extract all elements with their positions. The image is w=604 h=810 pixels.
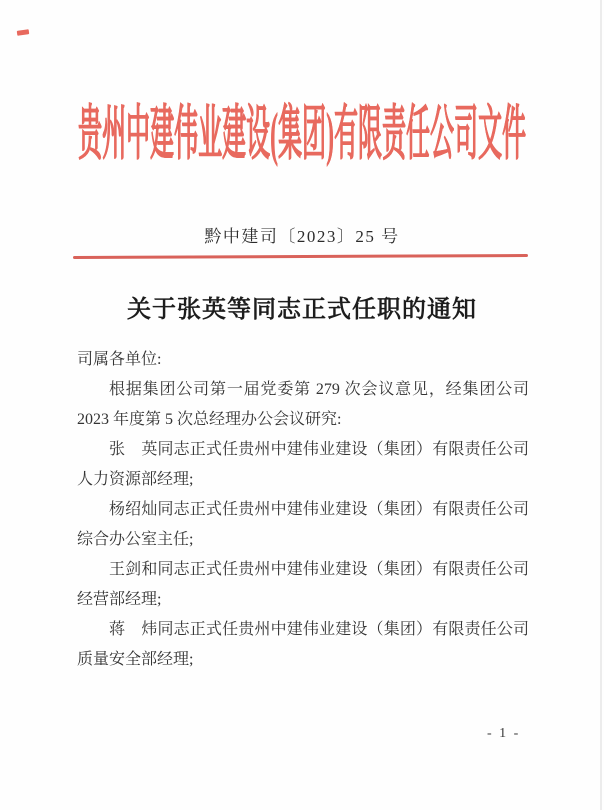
red-divider-line bbox=[73, 254, 528, 259]
letterhead bbox=[0, 94, 604, 174]
intro-paragraph: 根据集团公司第一届党委第 279 次会议意见，经集团公司2023 年度第 5 次总经理办公会议研究: bbox=[77, 381, 529, 428]
appointment-paragraph: 杨绍灿同志正式任贵州中建伟业建设（集团）有限责任公司综合办公室主任; bbox=[77, 501, 529, 548]
red-scan-artifact bbox=[17, 29, 30, 36]
document-body bbox=[77, 345, 529, 675]
appointment-paragraph: 蒋 炜同志正式任贵州中建伟业建设（集团）有限责任公司质量安全部经理; bbox=[77, 621, 529, 668]
document-number: 黔中建司〔2023〕25 号 bbox=[204, 227, 400, 246]
salutation-line: 司属各单位: bbox=[77, 351, 162, 368]
page-number: - 1 - bbox=[487, 726, 521, 741]
appointment-paragraph: 王剑和同志正式任贵州中建伟业建设（集团）有限责任公司经营部经理; bbox=[77, 561, 529, 608]
appointment-paragraph: 张 英同志正式任贵州中建伟业建设（集团）有限责任公司人力资源部经理; bbox=[77, 441, 529, 488]
document-title: 关于张英等同志正式任职的通知 bbox=[127, 297, 477, 323]
org-letterhead-title: 贵州中建伟业建设(集团)有限责任公司文件 bbox=[78, 101, 526, 167]
